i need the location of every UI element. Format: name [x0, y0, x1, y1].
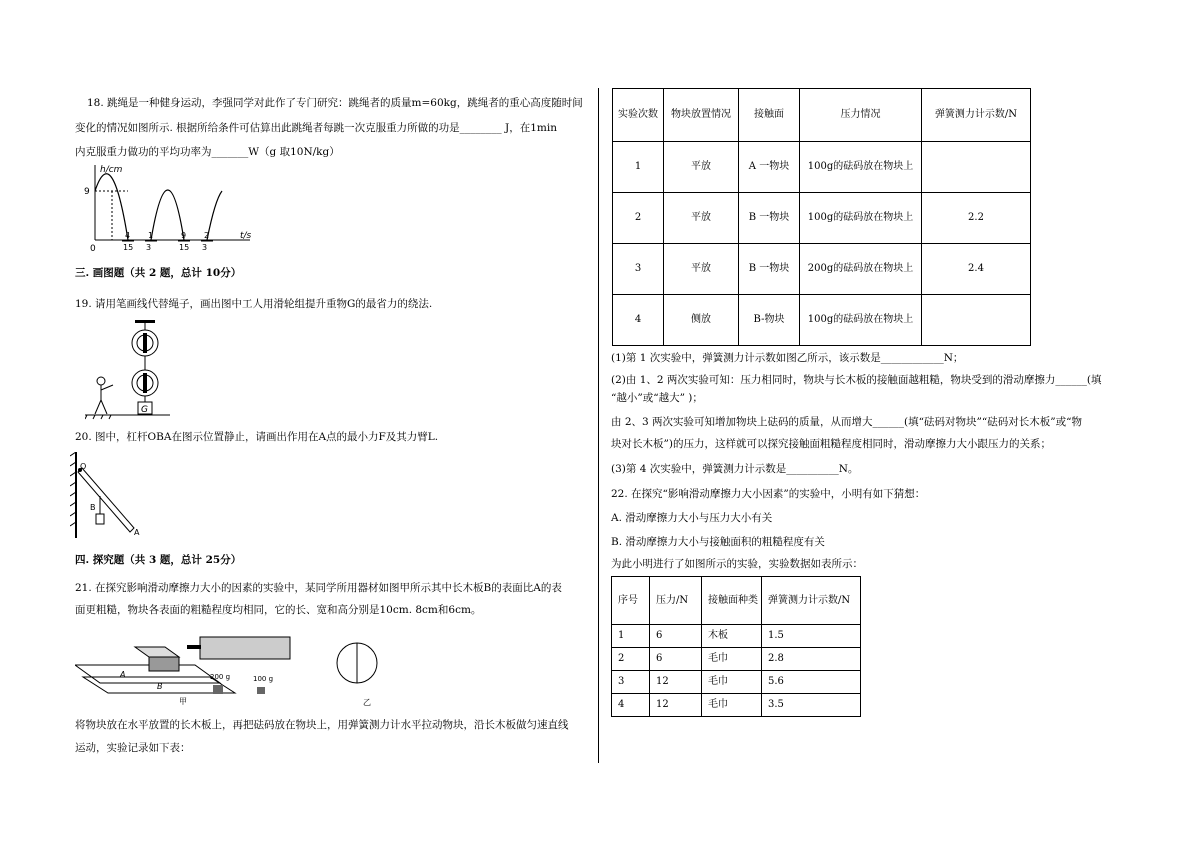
- table-cell: B 一物块: [739, 244, 800, 295]
- graph-x-label: t/s: [240, 231, 252, 241]
- table-header-row: [612, 577, 861, 625]
- graph-origin: 0: [90, 244, 96, 254]
- table-cell: 毛巾: [702, 671, 762, 694]
- q22-line-2: A. 滑动摩擦力大小与压力大小有关: [611, 512, 773, 524]
- table-header: 实验次数: [613, 89, 664, 142]
- table-cell: 4: [612, 694, 650, 717]
- table-header: 接触面种类: [702, 577, 762, 625]
- table-cell: 侧放: [664, 295, 739, 346]
- experiment-apparatus-figure: [75, 625, 395, 707]
- graph-x-ticks: [122, 231, 213, 252]
- figure-jia-label: 甲: [179, 697, 187, 706]
- table-cell: B 一物块: [739, 193, 800, 244]
- table-cell: 2.8: [762, 648, 861, 671]
- lever-a-label: A: [134, 528, 140, 537]
- graph-tick-numerator: 2: [204, 231, 210, 240]
- q21-part-2a: (2)由 1、2 两次实验可知：压力相同时，物块与长木板的接触面越粗糙，物块受到的滑动摩擦力______(填: [611, 374, 1102, 386]
- table-cell: A 一物块: [739, 142, 800, 193]
- graph-tick-numerator: 9: [181, 231, 187, 240]
- table-cell: 200g的砝码放在物块上: [800, 244, 922, 295]
- table-cell: 4: [613, 295, 664, 346]
- q21-after-line-2: 运动，实验记录如下表：: [75, 742, 191, 754]
- table-cell: 2.2: [922, 193, 1031, 244]
- graph-tick-denominator: 15: [179, 243, 190, 252]
- q21-part-1: (1)第 1 次实验中，弹簧测力计示数如图乙所示，该示数是____________N；: [611, 352, 964, 364]
- column-divider: [598, 88, 599, 763]
- table-row: [613, 295, 1031, 346]
- table-cell: 平放: [664, 244, 739, 295]
- q19-text: 19. 请用笔画线代替绳子，画出图中工人用滑轮组提升重物G的最省力的绕法.: [75, 298, 433, 310]
- graph-y-label: h/cm: [100, 165, 123, 175]
- table-cell: 6: [650, 625, 702, 648]
- board-a-label: A: [120, 670, 126, 679]
- table-cell: 12: [650, 694, 702, 717]
- graph-tick-denominator: 3: [146, 243, 152, 252]
- friction-data-table: [611, 576, 861, 717]
- q21-line-2: 面更粗糙，物块各表面的粗糙程度均相同，它的长、宽和高分别是10cm. 8cm和6cm。: [75, 604, 482, 616]
- lever-b-label: B: [90, 503, 96, 512]
- table-cell: 3.5: [762, 694, 861, 717]
- table-header: 弹簧测力计示数/N: [762, 577, 861, 625]
- section-4-title: 四. 探究题（共 3 题，总计 25分）: [75, 554, 242, 566]
- graph-tick-numerator: 1: [148, 231, 154, 240]
- table-cell: 12: [650, 671, 702, 694]
- table-cell: 毛巾: [702, 694, 762, 717]
- weight-200g-label: 200 g: [210, 673, 231, 681]
- table-row: [612, 625, 861, 648]
- table-cell: 100g的砝码放在物块上: [800, 142, 922, 193]
- table-cell: 毛巾: [702, 648, 762, 671]
- q21-part-2b: “越小”或“越大” )；: [611, 392, 703, 404]
- graph-tick-denominator: 3: [202, 243, 208, 252]
- table-cell: 6: [650, 648, 702, 671]
- q21-part-3: (3)第 4 次实验中，弹簧测力计示数是__________N。: [611, 463, 859, 475]
- experiment-table: [612, 88, 1031, 346]
- table-cell: 100g的砝码放在物块上: [800, 193, 922, 244]
- q21-part-2c: 由 2、3 两次实验可知增加物块上砝码的质量，从而增大______(填“砝码对物块”“砝码对长木板”或“物: [611, 416, 1082, 428]
- table-header: 压力/N: [650, 577, 702, 625]
- table-row: [612, 694, 861, 717]
- table-cell: 木板: [702, 625, 762, 648]
- table-header: 接触面: [739, 89, 800, 142]
- q18-line-3: 内克服重力做功的平均功率为_______W（g 取10N/kg）: [75, 146, 340, 158]
- pulley-figure: [85, 320, 175, 420]
- table-header: 序号: [612, 577, 650, 625]
- table-cell: 1.5: [762, 625, 861, 648]
- table-header: 压力情况: [800, 89, 922, 142]
- table-row: [613, 244, 1031, 295]
- table-header: 弹簧测力计示数/N: [922, 89, 1031, 142]
- q18-line-2: 变化的情况如图所示. 根据所给条件可估算出此跳绳者每跳一次克服重力所做的功是________ J，在1min: [75, 122, 557, 134]
- height-time-graph: [80, 160, 280, 255]
- table-cell: 5.6: [762, 671, 861, 694]
- table-cell: 1: [613, 142, 664, 193]
- table-cell: 2: [613, 193, 664, 244]
- table-cell: [922, 295, 1031, 346]
- table-cell: 平放: [664, 142, 739, 193]
- q21-line-1: 21. 在探究影响滑动摩擦力大小的因素的实验中，某同学所用器材如图甲所示其中长木板B的表面比A的表: [75, 582, 562, 594]
- table-cell: 100g的砝码放在物块上: [800, 295, 922, 346]
- table-cell: 平放: [664, 193, 739, 244]
- table-cell: [922, 142, 1031, 193]
- table-cell: 2: [612, 648, 650, 671]
- table-row: [613, 142, 1031, 193]
- lever-figure: [70, 452, 150, 538]
- graph-tick-denominator: 15: [123, 243, 134, 252]
- table-cell: 3: [612, 671, 650, 694]
- q22-line-4: 为此小明进行了如图所示的实验，实验数据如表所示：: [611, 558, 863, 570]
- graph-y-tick: 9: [84, 187, 90, 197]
- table-cell: 3: [613, 244, 664, 295]
- lever-o-label: O: [80, 462, 87, 471]
- board-b-label: B: [157, 682, 163, 691]
- graph-tick-numerator: 4: [125, 231, 131, 240]
- table-row: [612, 648, 861, 671]
- table-cell: 1: [612, 625, 650, 648]
- table-row: [613, 193, 1031, 244]
- q21-part-2d: 块对长木板”)的压力，这样就可以探究接触面粗糙程度相同时，滑动摩擦力大小跟压力的关系；: [611, 438, 1051, 450]
- q22-line-1: 22. 在探究“影响滑动摩擦力大小因素”的实验中，小明有如下猜想：: [611, 488, 926, 500]
- q21-after-line-1: 将物块放在水平放置的长木板上，再把砝码放在物块上，用弹簧测力计水平拉动物块，沿长木板做匀速直线: [75, 719, 569, 731]
- section-3-title: 三. 画图题（共 2 题，总计 10分）: [75, 267, 242, 279]
- q20-text: 20. 图中，杠杆OBA在图示位置静止，请画出作用在A点的最小力F及其力臂L.: [75, 431, 439, 443]
- table-row: [612, 671, 861, 694]
- table-cell: 2.4: [922, 244, 1031, 295]
- pulley-weight-label: G: [141, 405, 148, 415]
- table-cell: B-物块: [739, 295, 800, 346]
- table-header-row: [613, 89, 1031, 142]
- weight-100g-label: 100 g: [253, 675, 274, 683]
- q18-line-1: 18. 跳绳是一种健身运动，李强同学对此作了专门研究：跳绳者的质量m=60kg，跳绳者的重心高度随时间: [87, 97, 583, 109]
- q22-line-3: B. 滑动摩擦力大小与接触面积的粗糙程度有关: [611, 536, 825, 548]
- table-header: 物块放置情况: [664, 89, 739, 142]
- figure-yi-label: 乙: [363, 698, 371, 707]
